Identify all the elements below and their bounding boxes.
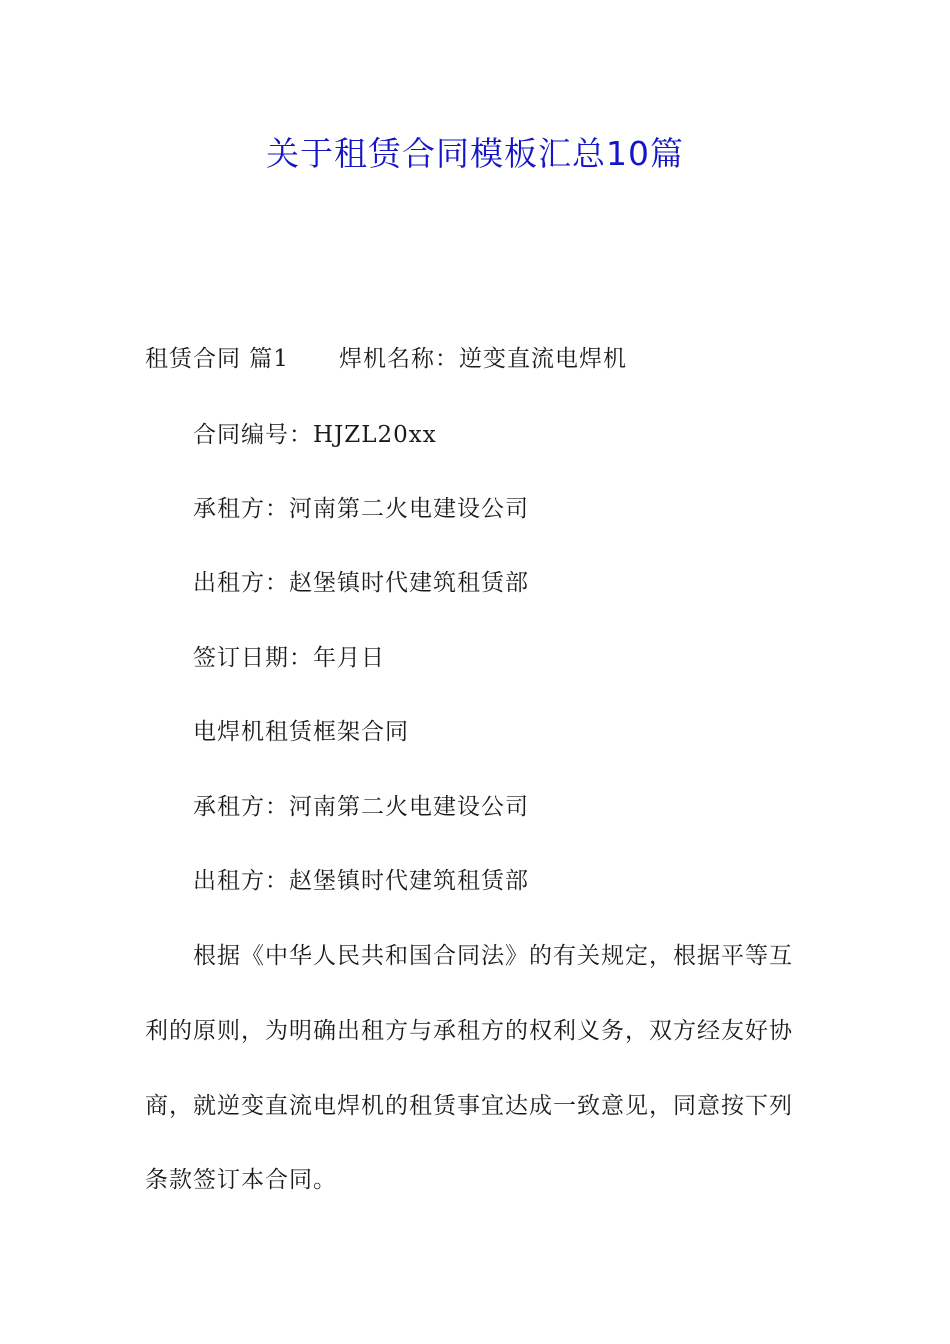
framework-title: 电焊机租赁框架合同 xyxy=(193,719,409,745)
lessor-line-2: 出租方：赵堡镇时代建筑租赁部 xyxy=(193,868,529,894)
section-label: 租赁合同 篇1 xyxy=(145,346,289,372)
paragraph-line: 利的原则，为明确出租方与承租方的权利义务，双方经友好协 xyxy=(145,1018,793,1044)
contract-number: 合同编号：HJZL20xx xyxy=(193,422,437,448)
document-title: 关于租赁合同模板汇总10篇 xyxy=(266,134,684,173)
first-line xyxy=(145,344,627,374)
lessee-line-2: 承租方：河南第二火电建设公司 xyxy=(193,794,529,820)
sign-date: 签订日期：年月日 xyxy=(193,645,385,671)
paragraph-line: 条款签订本合同。 xyxy=(145,1167,337,1193)
lessee-line: 承租方：河南第二火电建设公司 xyxy=(193,496,529,522)
lessor-line: 出租方：赵堡镇时代建筑租赁部 xyxy=(193,570,529,596)
machine-name: 焊机名称：逆变直流电焊机 xyxy=(338,346,627,372)
paragraph-line: 根据《中华人民共和国合同法》的有关规定，根据平等互 xyxy=(193,943,793,969)
paragraph-line: 商，就逆变直流电焊机的租赁事宜达成一致意见，同意按下列 xyxy=(145,1093,793,1119)
